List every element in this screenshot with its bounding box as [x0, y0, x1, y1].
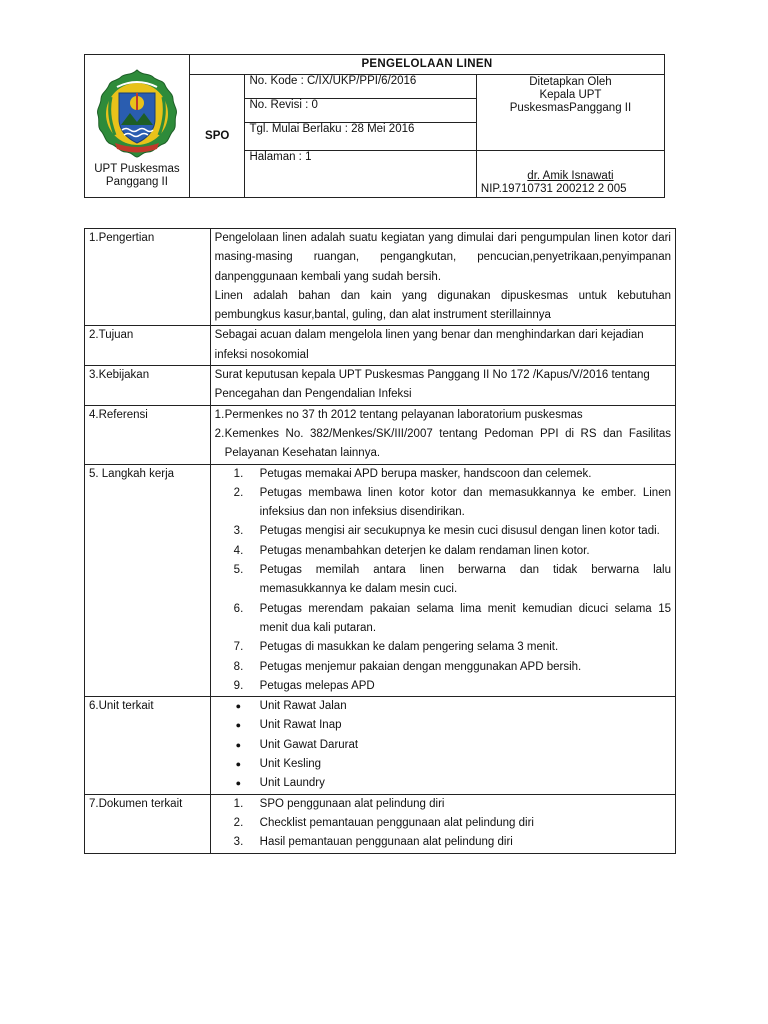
section-label: 7.Dokumen terkait	[85, 794, 211, 853]
signer-block	[476, 151, 664, 198]
regency-emblem-icon	[91, 67, 183, 159]
approval-line-3: PuskesmasPanggang II	[509, 102, 632, 114]
section-label: 5. Langkah kerja	[85, 464, 211, 697]
document-list	[215, 795, 671, 853]
bullet-dot-icon: ●	[235, 739, 242, 750]
section-content	[210, 697, 675, 794]
document-code: No. Kode : C/IX/UKP/PPI/6/2016	[245, 75, 476, 99]
list-item: 4. Petugas menambahkan deterjen ke dalam rendaman linen kotor.	[233, 544, 590, 557]
list-item: 2. Petugas membawa linen kotor kotor dan memasukkannya ke ember. Linen infeksius dan non infeksius disendirikan.	[233, 486, 671, 519]
reference-list	[215, 406, 671, 464]
list-item: ● Unit Gawat Darurat	[215, 736, 671, 755]
section-dokumen-terkait	[85, 794, 676, 853]
document-title: PENGELOLAAN LINEN	[189, 55, 664, 75]
section-tujuan	[85, 326, 676, 366]
list-item: 1. Petugas memakai APD berupa masker, handscoon dan celemek.	[233, 467, 592, 480]
section-label: 6.Unit terkait	[85, 697, 211, 794]
list-item: 8. Petugas menjemur pakaian dengan menggunakan APD bersih.	[233, 660, 582, 673]
section-content: Sebagai acuan dalam mengelola linen yang benar dan menghindarkan dari kejadian infeksi nosokomial	[210, 326, 675, 366]
list-item: 2. Checklist pemantauan penggunaan alat pelindung diri	[233, 816, 534, 829]
section-pengertian	[85, 229, 676, 326]
signer-nip: NIP.19710731 200212 2 005	[480, 183, 627, 195]
list-item: 6. Petugas merendam pakaian selama lima menit kemudian dicuci selama 15 menit dua kali putaran.	[233, 602, 671, 634]
unit-list	[215, 697, 671, 793]
section-label: 3.Kebijakan	[85, 366, 211, 406]
list-item: ● Unit Kesling	[215, 755, 671, 774]
logo-cell	[85, 55, 190, 198]
list-item: ● Unit Rawat Jalan	[215, 697, 671, 716]
section-content	[210, 794, 675, 853]
bullet-dot-icon: ●	[235, 720, 242, 731]
section-kebijakan	[85, 366, 676, 406]
definition-paragraph-1: Pengelolaan linen adalah suatu kegiatan yang dimulai dari pengumpulan linen kotor dari masing-masing ruangan, pengangkutan, pencucian,penyetrikaan,penyimpanan danpenggunaan kembali yang sudah bersih.	[214, 232, 671, 283]
section-content	[210, 229, 675, 326]
list-item: 1. SPO penggunaan alat pelindung diri	[233, 797, 445, 810]
bullet-dot-icon: ●	[235, 701, 242, 712]
list-item: 9. Petugas melepas APD	[233, 679, 375, 692]
section-content: Surat keputusan kepala UPT Puskesmas Panggang II No 172 /Kapus/V/2016 tentang Pencegahan dan Pengendalian Infeksi	[210, 366, 675, 406]
step-list	[215, 465, 671, 697]
page-number: Halaman : 1	[245, 151, 476, 198]
spo-label: SPO	[189, 75, 245, 198]
approval-line-2: Kepala UPT	[539, 89, 602, 101]
list-item: 5. Petugas memilah antara linen berwarna dan tidak berwarna lalu memasukkannya ke dalam mesin cuci.	[233, 564, 671, 596]
section-referensi	[85, 405, 676, 464]
section-label: 2.Tujuan	[85, 326, 211, 366]
definition-paragraph-2: Linen adalah bahan dan kain yang digunakan dipuskesmas untuk kebutuhan pembungkus kasur,bantal, guling, dan alat instrument sterillainnya	[214, 289, 671, 322]
list-item: 7. Petugas di masukkan ke dalam pengering selama 3 menit.	[233, 641, 559, 654]
section-content	[210, 405, 675, 464]
approval-block	[476, 75, 664, 151]
approval-line-1: Ditetapkan Oleh	[529, 76, 612, 88]
list-item: ● Unit Laundry	[215, 774, 671, 793]
section-langkah-kerja	[85, 464, 676, 697]
signer-name: dr. Amik Isnawati	[527, 170, 614, 182]
section-label: 1.Pengertian	[85, 229, 211, 326]
list-item: 3. Hasil pemantauan penggunaan alat pelindung diri	[233, 836, 513, 849]
section-label: 4.Referensi	[85, 405, 211, 464]
list-item: 2. Kemenkes No. 382/Menkes/SK/III/2007 tentang Pedoman PPI di RS dan Fasilitas Pelayanan Kesehatan lainnya.	[214, 427, 671, 460]
bullet-dot-icon: ●	[235, 759, 242, 770]
list-item: 3. Petugas mengisi air secukupnya ke mesin cuci disusul dengan linen kotor tadi.	[233, 525, 660, 538]
list-item: ● Unit Rawat Inap	[215, 716, 671, 735]
bullet-dot-icon: ●	[235, 778, 242, 789]
document-header	[84, 54, 665, 198]
effective-date: Tgl. Mulai Berlaku : 28 Mei 2016	[245, 123, 476, 151]
revision-number: No. Revisi : 0	[245, 99, 476, 123]
organization-name: UPT Puskesmas Panggang II	[94, 163, 180, 188]
section-content	[210, 464, 675, 697]
list-item: 1. Permenkes no 37 th 2012 tentang pelayanan laboratorium puskesmas	[214, 408, 583, 421]
section-unit-terkait	[85, 697, 676, 794]
procedure-table	[84, 228, 676, 854]
